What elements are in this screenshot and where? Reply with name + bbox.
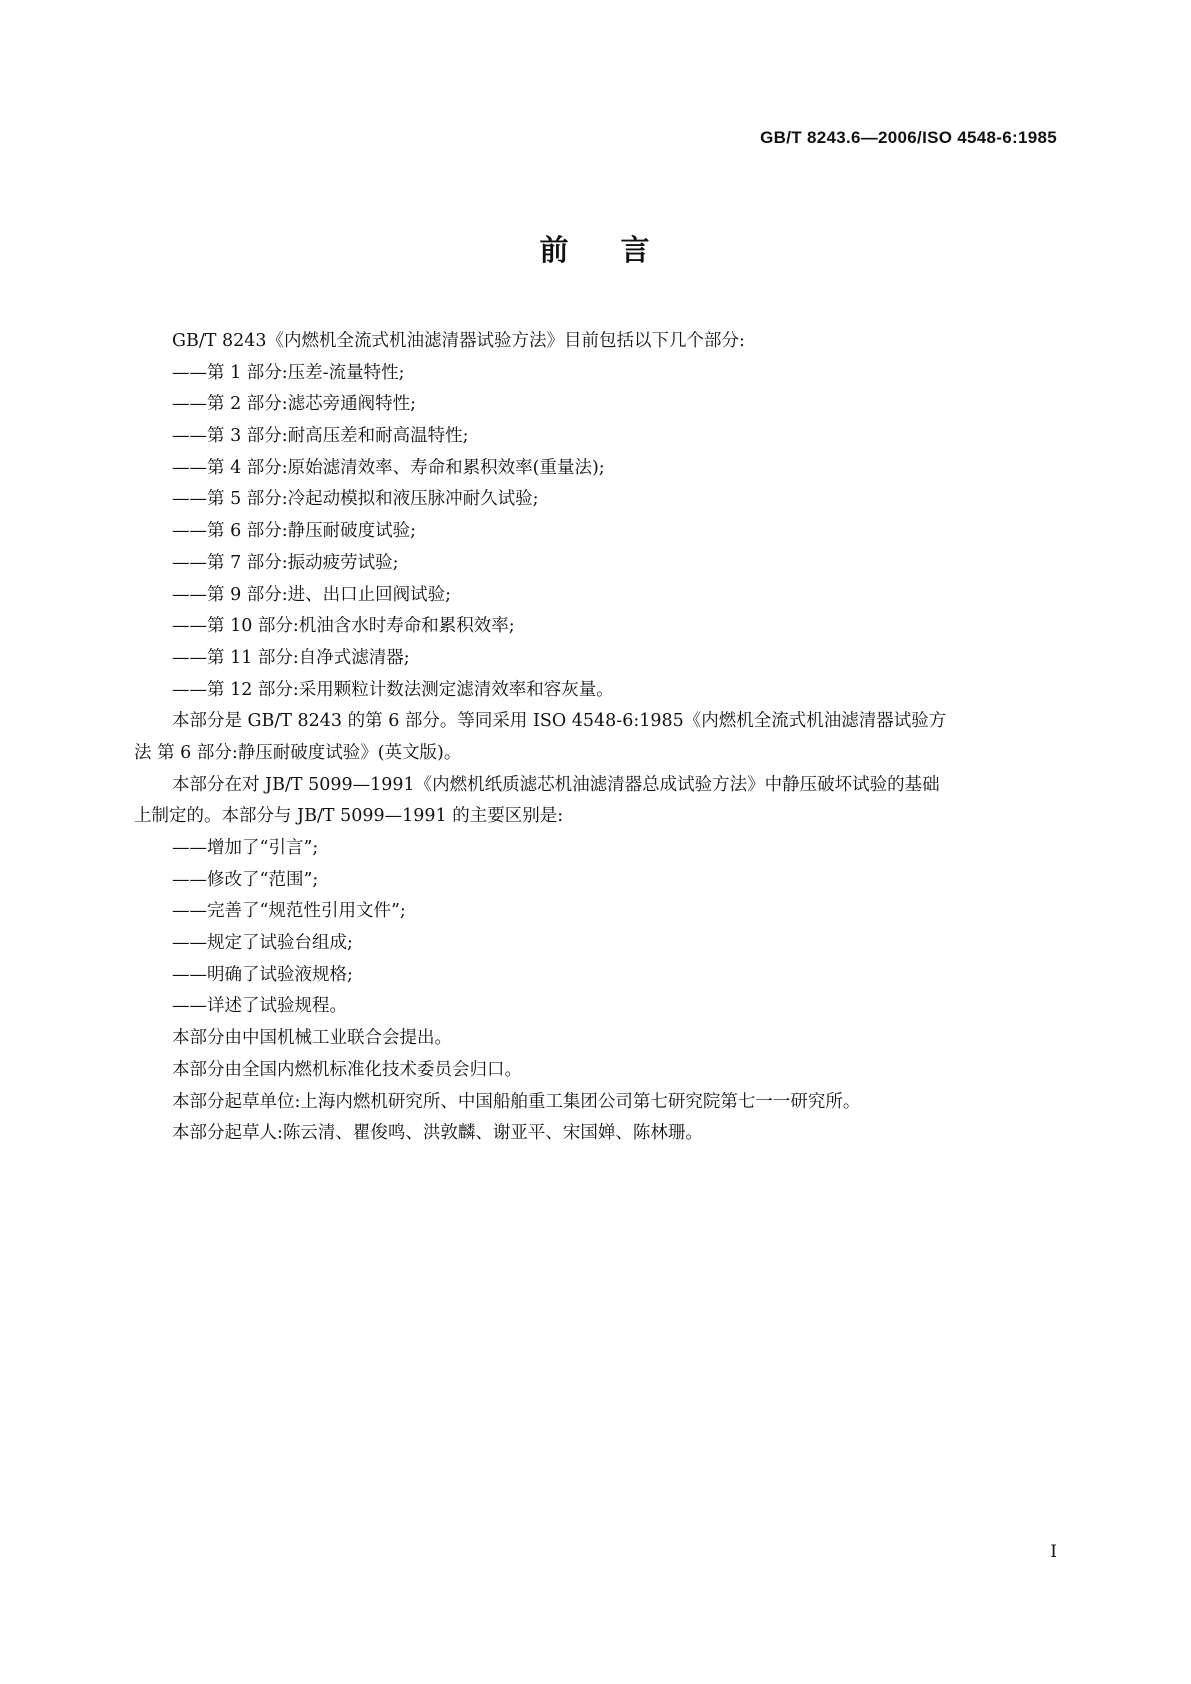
difference-list-item: ——增加了“引言”;	[172, 838, 319, 858]
page-title	[0, 228, 1191, 269]
difference-list-item: ——完善了“规范性引用文件”;	[172, 901, 406, 922]
difference-list-item: ——明确了试验液规格;	[172, 964, 353, 985]
basis-paragraph-line-1: 本部分在对 JB/T 5099—1991《内燃机纸质滤芯机油滤清器总成试验方法》中静压破坏试验的基础	[172, 774, 940, 795]
part-list-item: ——第 2 部分:滤芯旁通阀特性;	[172, 394, 417, 415]
basis-paragraph-line-2: 上制定的。本部分与 JB/T 5099—1991 的主要区别是:	[134, 806, 564, 827]
intro-paragraph: GB/T 8243《内燃机全流式机油滤清器试验方法》目前包括以下几个部分:	[172, 331, 745, 351]
difference-list-item: ——修改了“范围”;	[172, 869, 319, 890]
part-list-item: ——第 4 部分:原始滤清效率、寿命和累积效率(重量法);	[172, 457, 605, 478]
part-list-item: ——第 5 部分:冷起动模拟和液压脉冲耐久试验;	[172, 489, 539, 510]
part-list-item: ——第 6 部分:静压耐破度试验;	[172, 521, 417, 542]
foreword-body	[134, 326, 1057, 1150]
adoption-paragraph-line-1: 本部分是 GB/T 8243 的第 6 部分。等同采用 ISO 4548-6:1985《内燃机全流式机油滤清器试验方	[172, 711, 947, 732]
adoption-paragraph-line-2: 法 第 6 部分:静压耐破度试验》(英文版)。	[134, 742, 462, 763]
difference-list-item: ——规定了试验台组成;	[172, 933, 353, 954]
drafting-units-paragraph: 本部分起草单位:上海内燃机研究所、中国船舶重工集团公司第七研究院第七一一研究所。	[172, 1091, 861, 1112]
standard-code-header: GB/T 8243.6—2006/ISO 4548-6:1985	[760, 128, 1057, 147]
drafters-paragraph: 本部分起草人:陈云清、瞿俊鸣、洪敦麟、谢亚平、宋国婵、陈林珊。	[172, 1123, 703, 1144]
part-list-item: ——第 11 部分:自净式滤清器;	[172, 647, 410, 668]
centralized-paragraph: 本部分由全国内燃机标准化技术委员会归口。	[172, 1059, 522, 1080]
part-list-item: ——第 12 部分:采用颗粒计数法测定滤清效率和容灰量。	[172, 679, 614, 700]
part-list-item: ——第 1 部分:压差-流量特性;	[172, 362, 405, 383]
part-list-item: ——第 9 部分:进、出口止回阀试验;	[172, 584, 452, 605]
part-list-item: ——第 3 部分:耐高压差和耐高温特性;	[172, 426, 469, 447]
page-number: I	[1050, 1542, 1057, 1562]
proposer-paragraph: 本部分由中国机械工业联合会提出。	[172, 1028, 452, 1049]
title-char-2: 言	[620, 233, 652, 267]
part-list-item: ——第 10 部分:机油含水时寿命和累积效率;	[172, 616, 515, 637]
part-list-item: ——第 7 部分:振动疲劳试验;	[172, 552, 399, 573]
title-char-1: 前	[539, 233, 571, 267]
difference-list-item: ——详述了试验规程。	[172, 996, 347, 1017]
